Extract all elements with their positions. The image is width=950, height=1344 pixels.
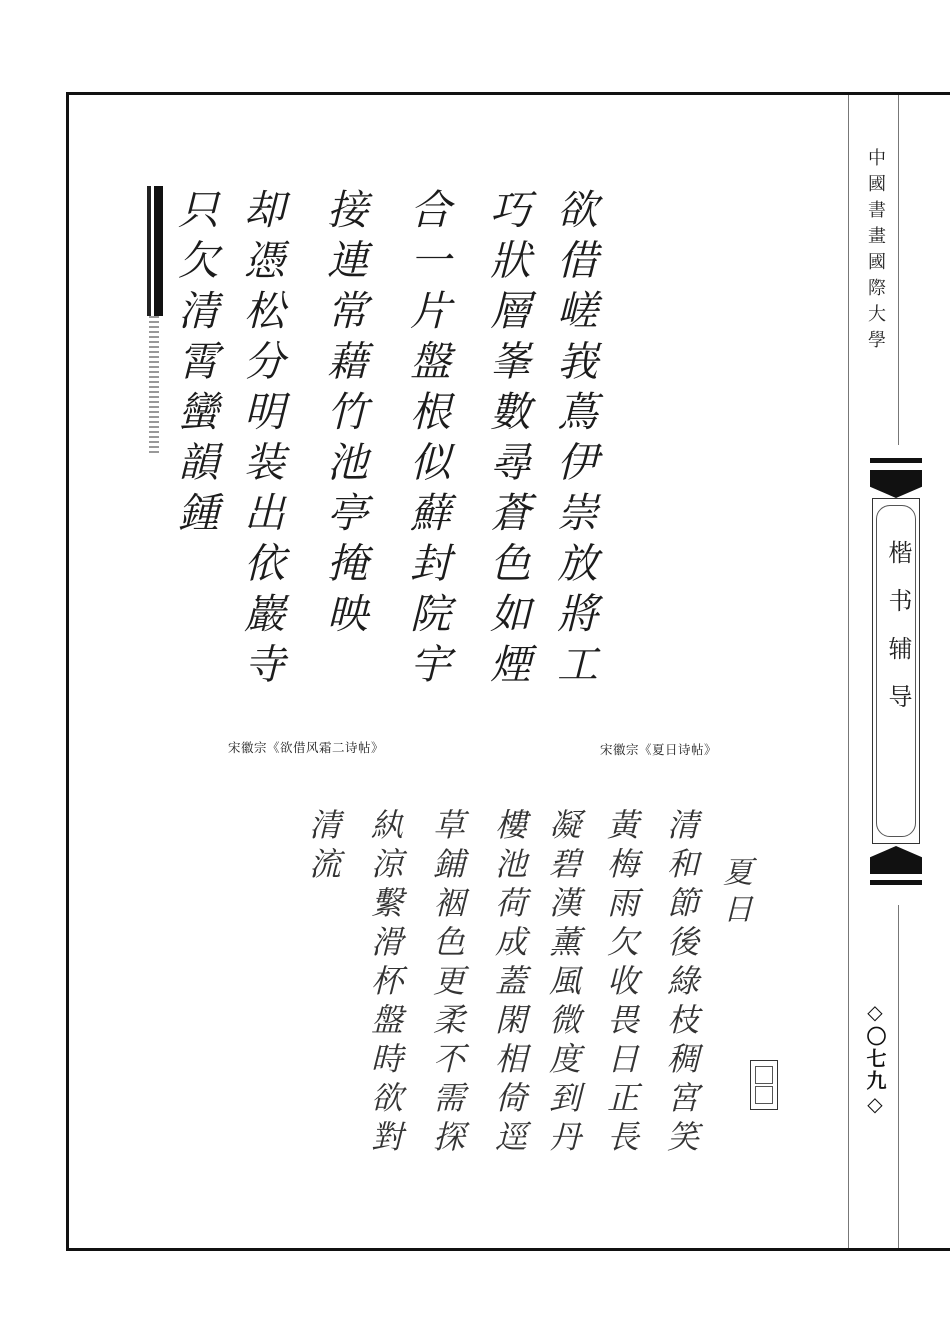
top-poem-caption: 宋徽宗《欲借风霜二诗帖》 [228, 740, 385, 755]
bottom-poem-column-4: 樓池荷成蓋閑相倚逕 [490, 808, 528, 1159]
top-poem-column-2: 巧狀層峯數尋蒼色如煙 [483, 188, 531, 693]
page-number: ◇〇七九◇ [863, 1000, 887, 1118]
side-rule-lower [898, 905, 899, 1248]
bottom-poem-title: 夏日 [717, 856, 752, 930]
top-poem-column-3: 合一片盤根似蘚封院宇 [403, 188, 451, 693]
rubbing-edge-mark [147, 186, 163, 316]
top-poem-column-6: 只欠清霄蠻韻鍾 [171, 188, 219, 542]
book-title: 楷书辅导 [884, 540, 912, 732]
university-name: 中國書畫國際大學 [865, 148, 886, 356]
rubbing-edge-texture [149, 316, 159, 456]
title-bar-top [870, 458, 922, 463]
bottom-poem-column-6: 紈涼繫滑杯盤時欲對 [366, 808, 404, 1159]
bottom-poem-column-7: 清流 [304, 808, 342, 886]
bottom-poem-column-2: 黃梅雨欠收畏日正長 [602, 808, 640, 1159]
bottom-poem-caption: 宋徽宗《夏日诗帖》 [600, 742, 718, 757]
bottom-poem-column-5: 草鋪裀色更柔不需探 [428, 808, 466, 1159]
bottom-poem-column-1: 清和節後綠枝稠宮笑 [662, 808, 700, 1159]
page-frame-top [66, 92, 950, 95]
title-cap-bottom [870, 846, 922, 874]
side-divider-line [848, 95, 849, 1248]
title-bar-bottom [870, 880, 922, 885]
top-poem-column-1: 欲借嵯峩蔦伊崇放將工 [550, 188, 598, 693]
top-poem-column-5: 却憑松分明装出依巖寺 [237, 188, 285, 693]
page-frame-bottom [66, 1248, 950, 1251]
page-frame-left [66, 92, 69, 1251]
bottom-poem-column-3: 凝碧漢薰風微度到丹 [544, 808, 582, 1159]
top-poem-column-4: 接連常藉竹池亭掩映 [320, 188, 368, 643]
title-cap-top [870, 470, 922, 498]
side-rule-upper [898, 95, 899, 445]
collector-seal-icon [750, 1060, 778, 1110]
